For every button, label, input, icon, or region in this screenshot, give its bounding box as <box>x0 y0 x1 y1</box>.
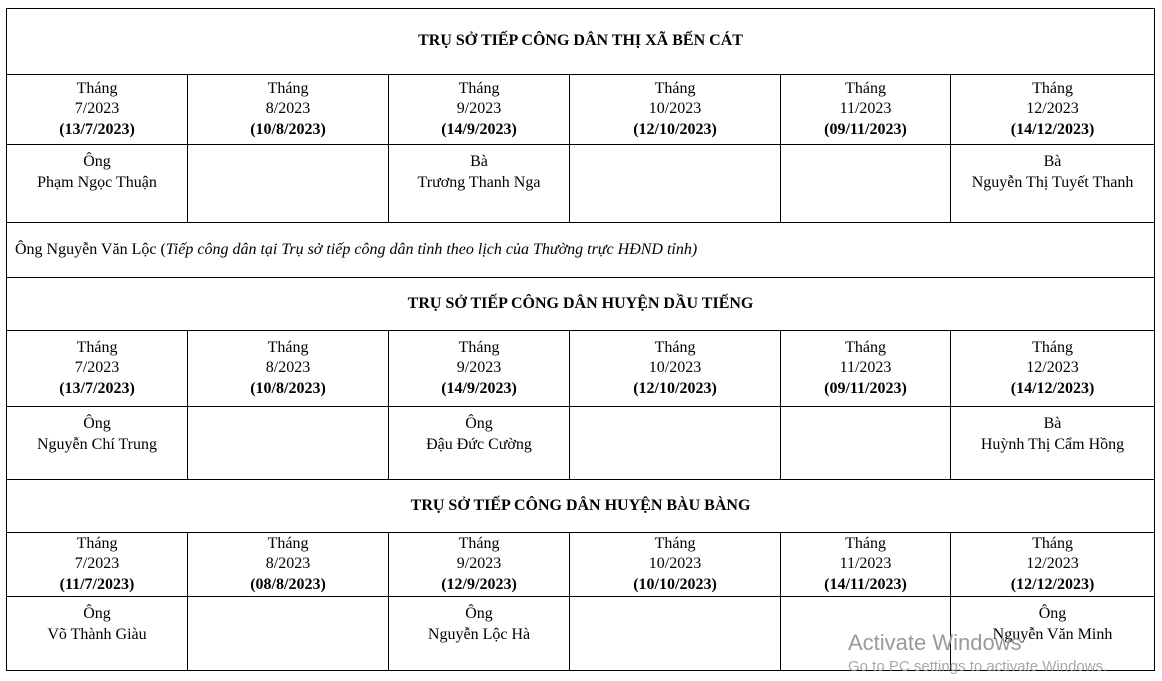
person-cell-empty <box>570 407 781 480</box>
month-cell <box>781 533 951 597</box>
person-row <box>7 145 1155 223</box>
month-cell <box>7 533 188 597</box>
month-value: 9/2023 <box>456 100 502 118</box>
person-name: Võ Thành Giàu <box>47 625 147 643</box>
person-cell-empty <box>188 407 389 480</box>
reception-date: (12/10/2023) <box>633 120 717 138</box>
month-value: 10/2023 <box>648 555 702 573</box>
note-plain: Ông Nguyễn Văn Lộc ( <box>15 240 166 258</box>
person-title: Ông <box>465 605 493 622</box>
person-cell <box>389 145 570 223</box>
person-title: Ông <box>83 415 111 432</box>
month-row <box>7 331 1155 407</box>
reception-date: (10/8/2023) <box>250 120 326 138</box>
month-value: 8/2023 <box>265 359 311 377</box>
reception-date: (10/10/2023) <box>633 575 717 593</box>
month-cell <box>7 331 188 407</box>
month-cell <box>389 75 570 145</box>
person-name: Đậu Đức Cường <box>426 435 532 453</box>
person-row <box>7 407 1155 480</box>
person-cell-empty <box>781 145 951 223</box>
person-title: Ông <box>1038 605 1067 622</box>
month-label: Tháng <box>267 534 309 552</box>
month-label: Tháng <box>76 338 118 356</box>
month-label: Tháng <box>76 79 118 97</box>
month-value: 7/2023 <box>74 555 120 573</box>
person-cell-empty <box>570 145 781 223</box>
month-label: Tháng <box>458 79 500 97</box>
person-name: Nguyễn Lộc Hà <box>427 625 531 643</box>
reception-date: (10/8/2023) <box>250 379 326 397</box>
person-cell-empty <box>570 597 781 671</box>
person-cell-empty <box>781 407 951 480</box>
person-title: Ông <box>83 605 111 622</box>
month-cell <box>7 75 188 145</box>
person-cell-empty <box>188 597 389 671</box>
section-title: TRỤ SỞ TIẾP CÔNG DÂN THỊ XÃ BẾN CÁT <box>7 9 1155 75</box>
person-name: Nguyễn Chí Trung <box>36 435 158 453</box>
month-label: Tháng <box>1032 338 1073 356</box>
month-value: 9/2023 <box>456 359 502 377</box>
month-value: 11/2023 <box>839 555 892 573</box>
person-cell <box>7 597 188 671</box>
person-title: Ông <box>465 415 493 432</box>
person-cell <box>7 407 188 480</box>
person-title: Bà <box>470 153 488 170</box>
month-row <box>7 75 1155 145</box>
month-value: 8/2023 <box>265 555 311 573</box>
month-label: Tháng <box>458 534 500 552</box>
reception-schedule-table <box>6 8 1155 671</box>
month-row <box>7 533 1155 597</box>
person-name: Nguyễn Thị Tuyết Thanh <box>971 173 1134 191</box>
reception-date: (14/12/2023) <box>1010 120 1095 138</box>
month-cell <box>188 533 389 597</box>
month-value: 12/2023 <box>1026 100 1079 118</box>
month-label: Tháng <box>458 338 500 356</box>
month-value: 7/2023 <box>74 100 120 118</box>
person-name: Huỳnh Thị Cẩm Hồng <box>980 435 1125 453</box>
note-row <box>7 223 1155 278</box>
month-value: 12/2023 <box>1026 555 1079 573</box>
person-name: Nguyễn Văn Minh <box>992 625 1113 643</box>
reception-date: (14/9/2023) <box>441 120 517 138</box>
reception-date: (08/8/2023) <box>250 575 326 593</box>
section-title-row <box>7 480 1155 533</box>
month-label: Tháng <box>654 79 696 97</box>
month-value: 10/2023 <box>648 100 702 118</box>
person-cell <box>389 597 570 671</box>
reception-date: (12/12/2023) <box>1010 575 1095 593</box>
person-cell <box>951 407 1155 480</box>
note-italic: Tiếp công dân tại Trụ sở tiếp công dân tỉnh theo lịch của Thường trực HĐND tỉnh) <box>165 240 698 258</box>
month-value: 11/2023 <box>839 100 892 118</box>
person-title: Bà <box>1043 153 1062 170</box>
person-cell-empty <box>188 145 389 223</box>
person-title: Bà <box>1043 415 1062 432</box>
reception-date: (12/9/2023) <box>441 575 517 593</box>
month-label: Tháng <box>845 338 886 356</box>
month-label: Tháng <box>1032 534 1073 552</box>
reception-date: (12/10/2023) <box>633 379 717 397</box>
month-value: 8/2023 <box>265 100 311 118</box>
person-cell <box>7 145 188 223</box>
month-cell <box>570 533 781 597</box>
activate-windows-watermark <box>848 630 1107 678</box>
section-title-row <box>7 9 1155 75</box>
month-label: Tháng <box>267 79 309 97</box>
person-name: Trương Thanh Nga <box>417 173 541 191</box>
month-label: Tháng <box>654 338 696 356</box>
reception-date: (09/11/2023) <box>824 379 907 397</box>
month-cell <box>951 533 1155 597</box>
month-value: 10/2023 <box>648 359 702 377</box>
person-cell <box>389 407 570 480</box>
month-value: 12/2023 <box>1026 359 1079 377</box>
month-label: Tháng <box>267 338 309 356</box>
month-cell <box>188 331 389 407</box>
month-cell <box>570 75 781 145</box>
month-value: 11/2023 <box>839 359 892 377</box>
month-label: Tháng <box>1032 79 1073 97</box>
month-cell <box>570 331 781 407</box>
month-cell <box>951 75 1155 145</box>
note-cell <box>7 223 1155 278</box>
reception-date: (13/7/2023) <box>59 379 135 397</box>
month-label: Tháng <box>845 534 886 552</box>
month-label: Tháng <box>845 79 886 97</box>
month-cell <box>781 75 951 145</box>
watermark-title: Activate Windows <box>848 630 1022 655</box>
person-title: Ông <box>83 153 111 170</box>
month-value: 7/2023 <box>74 359 120 377</box>
month-value: 9/2023 <box>456 555 502 573</box>
month-cell <box>781 331 951 407</box>
month-cell <box>951 331 1155 407</box>
reception-date: (13/7/2023) <box>59 120 135 138</box>
person-cell <box>951 145 1155 223</box>
month-cell <box>389 533 570 597</box>
month-cell <box>389 331 570 407</box>
person-name: Phạm Ngọc Thuận <box>37 173 157 191</box>
reception-date: (11/7/2023) <box>59 575 135 593</box>
reception-date: (14/12/2023) <box>1010 379 1095 397</box>
section-title-row <box>7 278 1155 331</box>
section-title: TRỤ SỞ TIẾP CÔNG DÂN HUYỆN BÀU BÀNG <box>7 480 1155 533</box>
reception-date: (14/11/2023) <box>824 575 907 593</box>
section-title: TRỤ SỞ TIẾP CÔNG DÂN HUYỆN DẦU TIẾNG <box>7 278 1155 331</box>
reception-date: (09/11/2023) <box>824 120 907 138</box>
month-label: Tháng <box>654 534 696 552</box>
month-label: Tháng <box>76 534 118 552</box>
watermark-subtitle: Go to PC settings to activate Windows. <box>848 658 1108 675</box>
reception-date: (14/9/2023) <box>441 379 517 397</box>
month-cell <box>188 75 389 145</box>
